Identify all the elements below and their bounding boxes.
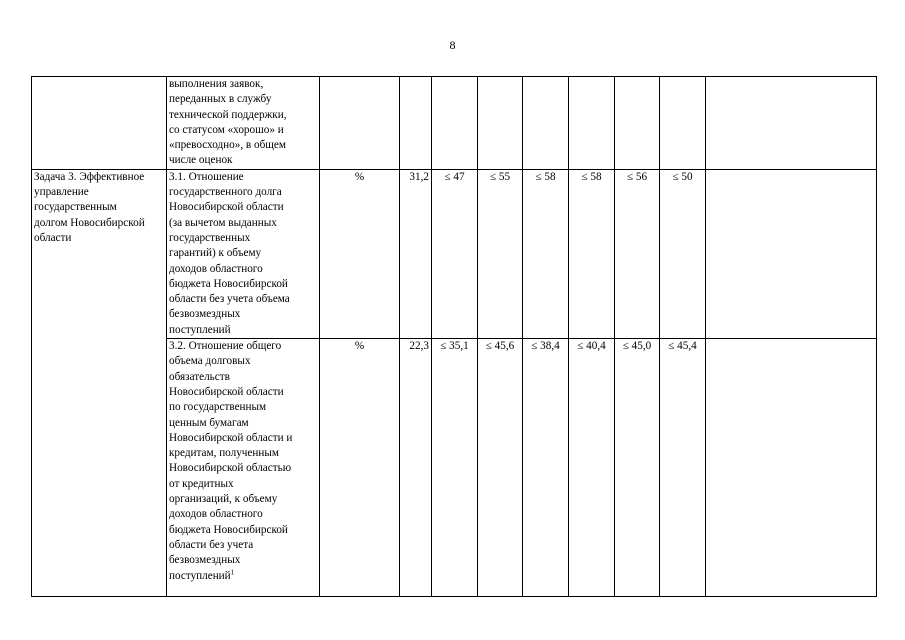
target-value-cell: ≤ 45,4: [660, 339, 706, 597]
indicator-cell: выполнения заявок, переданных в службу технической поддержки, со статусом «хорошо» и «превосходно», в общем числе оценок: [167, 77, 320, 170]
table-row: [32, 77, 877, 170]
indicators-table: [31, 76, 877, 597]
footnote-marker: 1: [230, 567, 235, 576]
target-value-cell: ≤ 40,4: [569, 339, 615, 597]
target-value-cell: [478, 77, 523, 170]
table-row: [32, 169, 877, 338]
task-cell: [32, 77, 167, 170]
target-value-cell: ≤ 55: [478, 169, 523, 338]
indicator-cell: 3.2. Отношение общего объема долговых обязательств Новосибирской области по государственным ценным бумагам Новосибирской области и кредитам, полученным Новосибирской областью от кредитных организаций, к объему доходов областного бюджета Новосибирской области без учета безвозмездных поступлений$^1$: [167, 339, 320, 597]
note-cell: [706, 339, 877, 597]
target-value-cell: [569, 77, 615, 170]
target-value-cell: ≤ 47: [432, 169, 478, 338]
target-value-cell: ≤ 45,0: [615, 339, 660, 597]
page-number: 8: [449, 38, 456, 52]
task-cell: Задача 3. Эффективное управление государственным долгом Новосибирской области: [32, 169, 167, 596]
base-value-cell: 31,2: [400, 169, 432, 338]
target-value-cell: ≤ 58: [523, 169, 569, 338]
target-value-cell: ≤ 58: [569, 169, 615, 338]
target-value-cell: [660, 77, 706, 170]
target-value-cell: ≤ 45,6: [478, 339, 523, 597]
indicator-cell: 3.1. Отношение государственного долга Новосибирской области (за вычетом выданных государственных гарантий) к объему доходов областного бюджета Новосибирской области без учета объема безвозмездных поступлений: [167, 169, 320, 338]
target-value-cell: ≤ 50: [660, 169, 706, 338]
target-value-cell: [523, 77, 569, 170]
note-cell: [706, 169, 877, 338]
unit-cell: [320, 77, 400, 170]
target-value-cell: [615, 77, 660, 170]
target-value-cell: ≤ 38,4: [523, 339, 569, 597]
target-value-cell: ≤ 56: [615, 169, 660, 338]
unit-cell: %: [320, 339, 400, 597]
base-value-cell: [400, 77, 432, 170]
target-value-cell: [432, 77, 478, 170]
base-value-cell: 22,3: [400, 339, 432, 597]
target-value-cell: ≤ 35,1: [432, 339, 478, 597]
unit-cell: %: [320, 169, 400, 338]
note-cell: [706, 77, 877, 170]
